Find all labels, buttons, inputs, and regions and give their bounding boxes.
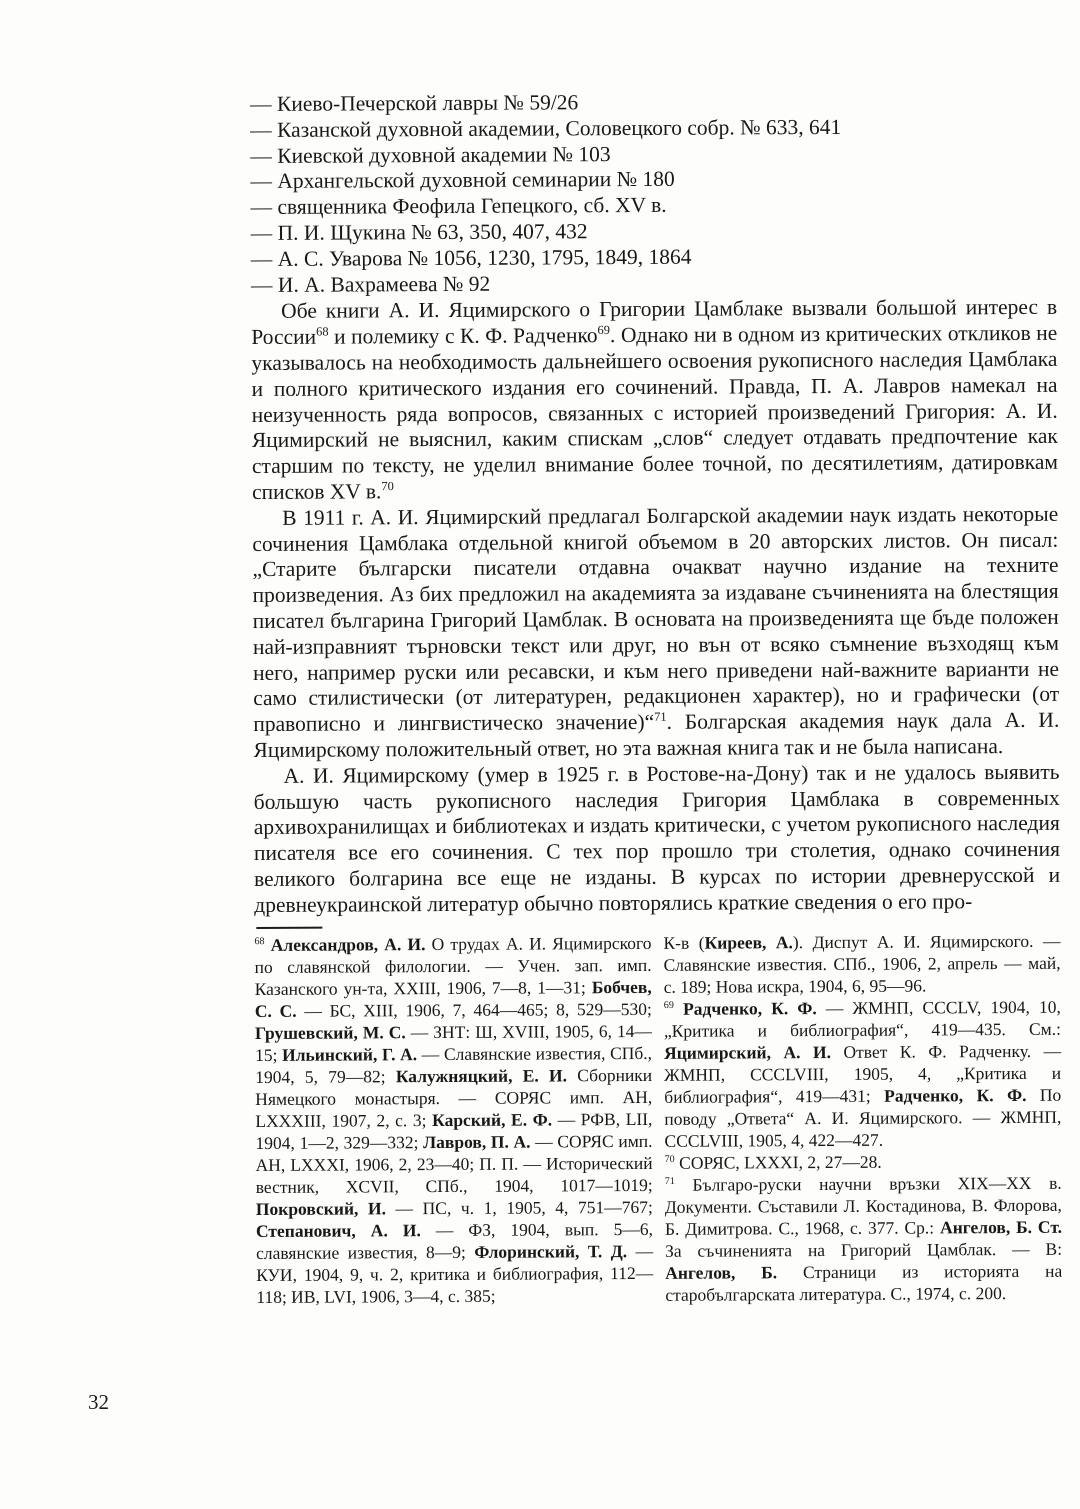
footnote-block <box>664 995 1062 1151</box>
text-run: Сборники Нямецкого монастыря. — СОРЯС имп. АН, LXXXIII, 1907, 2, с. 3; <box>255 1064 653 1131</box>
footnote-ref: 71 <box>654 709 667 724</box>
text-run: — ЗНТ: Ш, XVIII, 1905, 6, 14—15; <box>254 1020 652 1065</box>
footnote-ref: 68 <box>316 324 329 339</box>
author-name: Киреев, А. <box>704 931 793 953</box>
author-name: Покровский, И. <box>255 1197 387 1219</box>
text-run: и полемику с К. Ф. Радченко <box>328 323 598 349</box>
text-run: Българо-руски научни връзки XIX—XX в. Документи. Съставили Л. Костадинова, В. Флорова, Б. Димитрова. С., 1968, с. 377. Ср.: <box>664 1172 1062 1239</box>
text-run: СОРЯС, LXXXI, 2, 27—28. <box>674 1151 882 1173</box>
manuscript-list <box>250 88 1057 299</box>
author-name: Лавров, П. А. <box>423 1131 531 1152</box>
text-run: По поводу „Ответа“ А. И. Яцимирского. — ЖМНП, CCCLVIII, 1905, 4, 422—427. <box>664 1084 1062 1151</box>
text-run: А. И. Яцимирскому (умер в 1925 г. в Ростове-на-Дону) так и не удалось выявить большую часть рукописного наследия Григория Цамблака в современных архивохранилищах и библиотеках и издать критически, с учетом рукописного наследия писателя все его сочинения. С тех пор прошло три столетия, однако сочинения великого болгарина все еще не изданы. В курсах по истории древнерусской и древнеукраинской литератур обычно повторялись краткие сведения о его про- <box>253 759 1061 917</box>
author-name: Бобчев, С. С. <box>254 976 652 1021</box>
paragraph <box>252 502 1059 764</box>
author-name: Яцимирский, А. И. <box>663 1041 832 1063</box>
author-name: Радченко, К. Ф. <box>683 997 817 1019</box>
footnote-ref: 68 <box>254 935 265 947</box>
manuscript-list-item: — Киево-Печерской лавры № 59/26 <box>250 90 579 116</box>
footnote-column-right <box>663 929 1062 1305</box>
text-run: — ФЗ, 1904, вып. 5—6, славянские известия, 8—9; <box>256 1218 654 1263</box>
text-run: О трудах А. И. Яцимирского по славянской филологии. — Учен. зап. имп. Казанского ун-та, XXIII, 1906, 7—8, 1—31; <box>254 932 652 999</box>
manuscript-list-item: — А. С. Уварова № 1056, 1230, 1795, 1849, 1864 <box>250 244 692 271</box>
footnote-ref: 71 <box>664 1175 675 1187</box>
body-text <box>251 295 1060 918</box>
footnote-ref: 70 <box>664 1153 675 1165</box>
footnote-block <box>254 931 653 1307</box>
footnote-ref: 69 <box>597 323 611 338</box>
footnotes-section <box>254 922 1062 1307</box>
paragraph <box>251 295 1058 506</box>
manuscript-list-item: — священника Феофила Гепецкого, сб. XV в. <box>250 193 667 220</box>
manuscript-list-item: — Казанской духовной академии, Соловецкого собр. № 633, 641 <box>250 114 842 142</box>
text-run <box>674 998 683 1018</box>
manuscript-list-item: — П. И. Щукина № 63, 350, 407, 432 <box>250 219 588 245</box>
text-run: . Болгарская академия наук дала А. И. Яцимирскому положительный ответ, но эта важная книга так и не была написана. <box>253 707 1060 762</box>
footnote-separator <box>256 926 322 928</box>
text-run: Страници из историята на старобългарската литература. С., 1974, с. 200. <box>665 1260 1063 1305</box>
author-name: Ильинский, Г. А. <box>282 1043 418 1065</box>
author-name: Степанович, А. И. <box>255 1219 421 1241</box>
author-name: Александров, А. И. <box>270 933 426 955</box>
author-name: Флоринский, Т. Д. <box>474 1240 628 1262</box>
text-run: — ЖМНП, CCCLV, 1904, 10, „Критика и библиография“, 419—435. См.: <box>663 996 1061 1041</box>
text-run: — СОРЯС имп. АН, LXXXI, 1906, 2, 23—40; П. П. — Исторический вестник, XCVII, СПб., 1904, 1017—1019; <box>255 1130 653 1197</box>
text-run: ). Диспут А. И. Яцимирского. — Славянские известия. СПб., 1906, 2, апрель — май, с. 189; Нова искра, 1904, 6, 95—96. <box>663 930 1061 997</box>
footnote-ref: 70 <box>381 479 394 494</box>
text-run: — РФВ, LII, 1904, 1—2, 329—332; <box>255 1108 653 1153</box>
manuscript-list-item: — Киевской духовной академии № 103 <box>250 141 611 168</box>
text-run: Ответ К. Ф. Радченку. — ЖМНП, CCCLVIII, 1905, 4, „Критика и библиография“, 419—431; <box>664 1040 1062 1107</box>
author-name: Калужняцкий, Е. И. <box>395 1064 568 1086</box>
text-run: — ПС, ч. 1, 1905, 4, 751—767; <box>385 1196 653 1218</box>
author-name: Радченко, К. Ф. <box>884 1084 1027 1106</box>
text-run: В 1911 г. А. И. Яцимирский предлагал Болгарской академии наук издать некоторые сочинения Цамблака отдельной книгой объемом в 20 авторских листов. Он писал: „Старите български писатели отдавна очакват научно издание на техните произведения. Аз бих предложил на академията за издаване съчиненията на блестящия писател българина Григорий Цамблак. В основата на произведенията ще бъде положен най-изправният търновски текст или друг, но вън от всяко съмнение възходящ към него, например руски или ресавски, и към него приведени най-важните варианти не само стилистически (от литературен, редакционен характер), но и графически (от правописно и лингвистическо значение)“ <box>252 501 1060 737</box>
footnote-block <box>665 1149 1062 1173</box>
footnote-column-left <box>254 931 653 1307</box>
footnote-columns <box>254 929 1062 1307</box>
author-name: Карский, Е. Ф. <box>432 1108 553 1130</box>
author-name: Ангелов, Б. <box>665 1261 778 1283</box>
author-name: Ангелов, Б. Ст. <box>939 1216 1063 1237</box>
author-name: Грушевский, М. С. <box>254 1021 406 1043</box>
footnote-block <box>663 929 1060 997</box>
text-run: . Однако ни в одном из критических откликов не указывалось на необходимость дальнейшего освоения рукописного наследия Цамблака и полного критического издания его сочинений. Правда, П. А. Лавров намекал на неизученность ряда вопросов, связанных с историей произведений Григория: А. И. Яцимирский не выяснил, каким спискам „слов“ следует отдавать предпочтение как старшим по тексту, не уделил внимание более точной, по десятилетиям, датировкам списков XV в. <box>251 320 1059 504</box>
page-content <box>250 88 1062 1308</box>
text-run: За съчиненията на Григорий Цамблак. — В: <box>665 1238 1063 1261</box>
text-run: — Славянские известия, СПб., 1904, 5, 79—82; <box>255 1042 653 1087</box>
footnote-block <box>665 1171 1063 1305</box>
text-run: — БС, XIII, 1906, 7, 464—465; 8, 529—530; <box>296 998 652 1021</box>
text-run: — КУИ, 1904, 9, ч. 2, критика и библиография, 112—118; ИВ, LVI, 1906, 3—4, с. 385; <box>256 1240 654 1307</box>
footnote-ref: 69 <box>663 999 674 1011</box>
manuscript-list-item: — Архангельской духовной семинарии № 180 <box>250 167 675 194</box>
manuscript-list-item: — И. А. Вахрамеева № 92 <box>250 271 491 297</box>
text-run: Обе книги А. И. Яцимирского о Григории Цамблаке вызвали большой интерес в России <box>251 295 1058 350</box>
text-run: К-в ( <box>663 932 705 953</box>
page-number: 32 <box>88 1390 109 1414</box>
paragraph <box>254 759 1061 918</box>
